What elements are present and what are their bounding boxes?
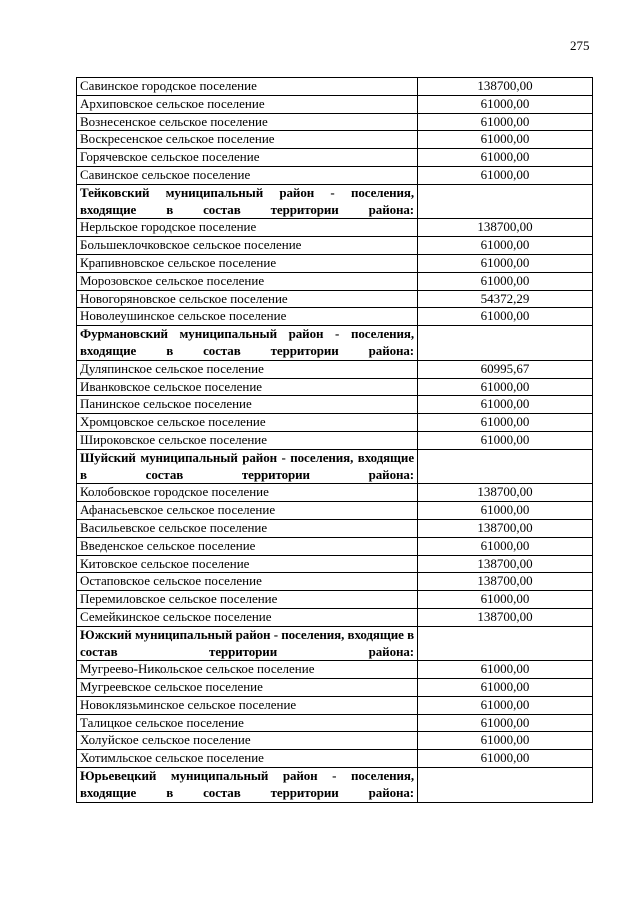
amount-cell: 138700,00	[418, 555, 593, 573]
amount-cell	[418, 626, 593, 661]
amount-cell	[418, 184, 593, 219]
settlement-name-cell: Мугреево-Никольское сельское поселение	[77, 661, 418, 679]
settlement-name-cell: Холуйское сельское поселение	[77, 732, 418, 750]
amount-cell: 61000,00	[418, 149, 593, 167]
amount-cell: 61000,00	[418, 378, 593, 396]
amount-cell: 60995,67	[418, 360, 593, 378]
table-row	[77, 519, 593, 537]
settlement-name-cell: Хромцовское сельское поселение	[77, 414, 418, 432]
amount-cell: 61000,00	[418, 95, 593, 113]
settlement-name-cell: Иванковское сельское поселение	[77, 378, 418, 396]
amount-cell: 138700,00	[418, 78, 593, 96]
settlement-name-cell: Китовское сельское поселение	[77, 555, 418, 573]
settlement-name-cell: Хотимльское сельское поселение	[77, 750, 418, 768]
amount-cell: 61000,00	[418, 679, 593, 697]
table-row	[77, 696, 593, 714]
table-row	[77, 714, 593, 732]
amount-cell: 61000,00	[418, 166, 593, 184]
amount-cell: 61000,00	[418, 661, 593, 679]
table-row	[77, 661, 593, 679]
amount-cell: 138700,00	[418, 573, 593, 591]
table-row	[77, 484, 593, 502]
settlement-name-cell: Архиповское сельское поселение	[77, 95, 418, 113]
amount-cell: 138700,00	[418, 608, 593, 626]
section-heading-cell: Шуйский муниципальный район - поселения, входящие в состав территории района:	[77, 449, 418, 484]
table-row	[77, 78, 593, 96]
settlement-name-cell: Савинское сельское поселение	[77, 166, 418, 184]
table-row	[77, 113, 593, 131]
amount-cell: 61000,00	[418, 396, 593, 414]
amount-cell: 61000,00	[418, 237, 593, 255]
settlement-name-cell: Новогоряновское сельское поселение	[77, 290, 418, 308]
settlement-name-cell: Новолеушинское сельское поселение	[77, 308, 418, 326]
table-body	[77, 78, 593, 803]
table-row	[77, 732, 593, 750]
table-section-row	[77, 626, 593, 661]
table-row	[77, 219, 593, 237]
amount-cell: 61000,00	[418, 714, 593, 732]
settlement-name-cell: Большеклочковское сельское поселение	[77, 237, 418, 255]
amount-cell: 61000,00	[418, 254, 593, 272]
settlement-name-cell: Вознесенское сельское поселение	[77, 113, 418, 131]
settlement-name-cell: Васильевское сельское поселение	[77, 519, 418, 537]
amount-cell: 138700,00	[418, 219, 593, 237]
settlement-name-cell: Колобовское городское поселение	[77, 484, 418, 502]
settlement-name-cell: Горячевское сельское поселение	[77, 149, 418, 167]
table-row	[77, 396, 593, 414]
table-section-row	[77, 768, 593, 803]
table-row	[77, 254, 593, 272]
table-row	[77, 679, 593, 697]
amount-cell: 61000,00	[418, 414, 593, 432]
table-row	[77, 431, 593, 449]
amount-cell: 61000,00	[418, 431, 593, 449]
amount-cell: 61000,00	[418, 750, 593, 768]
table-section-row	[77, 449, 593, 484]
section-heading-cell: Фурмановский муниципальный район - поселения, входящие в состав территории района:	[77, 326, 418, 361]
settlement-name-cell: Дуляпинское сельское поселение	[77, 360, 418, 378]
settlement-name-cell: Афанасьевское сельское поселение	[77, 502, 418, 520]
amount-cell: 61000,00	[418, 272, 593, 290]
settlement-name-cell: Введенское сельское поселение	[77, 537, 418, 555]
table-row	[77, 502, 593, 520]
settlement-name-cell: Остаповское сельское поселение	[77, 573, 418, 591]
settlement-name-cell: Мугреевское сельское поселение	[77, 679, 418, 697]
settlement-name-cell: Нерльское городское поселение	[77, 219, 418, 237]
table-section-row	[77, 184, 593, 219]
amount-cell: 61000,00	[418, 537, 593, 555]
table-section-row	[77, 326, 593, 361]
settlement-name-cell: Морозовское сельское поселение	[77, 272, 418, 290]
amount-cell	[418, 768, 593, 803]
amount-cell: 61000,00	[418, 502, 593, 520]
table-row	[77, 750, 593, 768]
table-row	[77, 591, 593, 609]
settlement-name-cell: Новоклязьминское сельское поселение	[77, 696, 418, 714]
settlement-name-cell: Семейкинское сельское поселение	[77, 608, 418, 626]
amount-cell: 61000,00	[418, 113, 593, 131]
amount-cell: 61000,00	[418, 308, 593, 326]
page-number: 275	[570, 38, 590, 53]
table-row	[77, 537, 593, 555]
settlement-name-cell: Панинское сельское поселение	[77, 396, 418, 414]
table-row	[77, 378, 593, 396]
table-row	[77, 308, 593, 326]
amount-cell: 54372,29	[418, 290, 593, 308]
table-row	[77, 608, 593, 626]
table-row	[77, 414, 593, 432]
table-row	[77, 573, 593, 591]
amount-cell: 61000,00	[418, 591, 593, 609]
section-heading-cell: Тейковский муниципальный район - поселения, входящие в состав территории района:	[77, 184, 418, 219]
table-row	[77, 290, 593, 308]
table-row	[77, 166, 593, 184]
amount-cell	[418, 449, 593, 484]
settlement-name-cell: Перемиловское сельское поселение	[77, 591, 418, 609]
settlement-name-cell: Воскресенское сельское поселение	[77, 131, 418, 149]
settlement-name-cell: Савинское городское поселение	[77, 78, 418, 96]
section-heading-cell: Южский муниципальный район - поселения, входящие в состав территории района:	[77, 626, 418, 661]
section-heading-cell: Юрьевецкий муниципальный район - поселения, входящие в состав территории района:	[77, 768, 418, 803]
table-row	[77, 95, 593, 113]
table-row	[77, 272, 593, 290]
table-row	[77, 149, 593, 167]
table-row	[77, 131, 593, 149]
amount-cell: 138700,00	[418, 484, 593, 502]
amount-cell	[418, 326, 593, 361]
amount-cell: 61000,00	[418, 732, 593, 750]
table-row	[77, 237, 593, 255]
settlement-name-cell: Талицкое сельское поселение	[77, 714, 418, 732]
amount-cell: 61000,00	[418, 131, 593, 149]
settlement-name-cell: Широковское сельское поселение	[77, 431, 418, 449]
table-row	[77, 360, 593, 378]
settlement-name-cell: Крапивновское сельское поселение	[77, 254, 418, 272]
amount-cell: 138700,00	[418, 519, 593, 537]
amount-cell: 61000,00	[418, 696, 593, 714]
table-row	[77, 555, 593, 573]
allocation-table	[76, 77, 593, 803]
